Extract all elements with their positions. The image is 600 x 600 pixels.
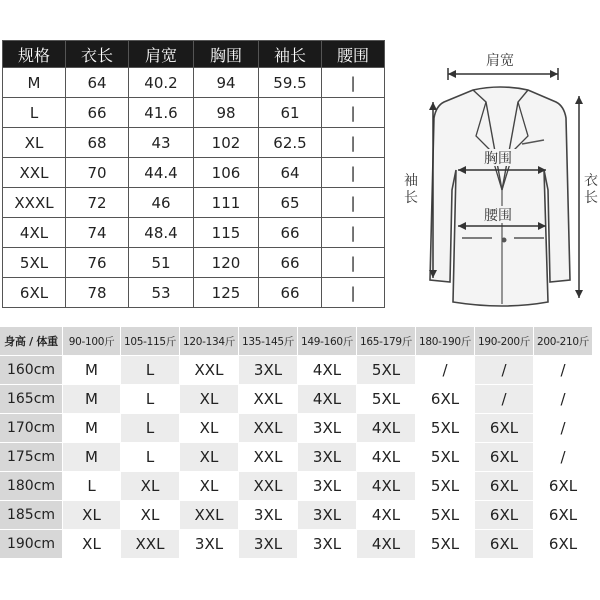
height-weight-corner: 身高 / 体重 <box>0 327 63 356</box>
size-chart-cell: 111 <box>194 188 259 218</box>
size-chart-cell: XL <box>3 128 66 158</box>
recommended-size-cell: L <box>121 385 180 414</box>
sleeve-label-bottom: 长 <box>404 190 418 206</box>
recommended-size-cell: XXL <box>180 356 239 385</box>
size-chart-header-row <box>3 41 385 68</box>
recommended-size-cell: XL <box>63 501 121 530</box>
recommended-size-cell: 4XL <box>298 385 357 414</box>
recommended-size-cell: 3XL <box>298 443 357 472</box>
recommended-size-cell: XXL <box>239 414 298 443</box>
weight-range-header: 90-100斤 <box>63 327 121 356</box>
recommended-size-cell: 3XL <box>298 472 357 501</box>
size-chart-cell: 5XL <box>3 248 66 278</box>
recommended-size-cell: / <box>534 443 593 472</box>
recommended-size-cell: XL <box>121 501 180 530</box>
weight-range-header: 200-210斤 <box>534 327 593 356</box>
length-label-bottom: 长 <box>584 190 598 206</box>
size-chart-cell: 61 <box>259 98 322 128</box>
weight-range-header: 190-200斤 <box>475 327 534 356</box>
size-chart-cell: 74 <box>66 218 129 248</box>
recommended-size-cell: 3XL <box>239 356 298 385</box>
height-label: 190cm <box>0 530 63 559</box>
recommended-size-cell: 3XL <box>298 501 357 530</box>
recommended-size-cell: 5XL <box>357 385 416 414</box>
size-chart-cell: 94 <box>194 68 259 98</box>
size-chart-cell: 48.4 <box>129 218 194 248</box>
size-chart-cell: 64 <box>259 158 322 188</box>
size-chart-row <box>3 128 385 158</box>
sleeve-label-top: 袖 <box>404 173 418 189</box>
size-chart-cell: 115 <box>194 218 259 248</box>
recommended-size-cell: 4XL <box>357 472 416 501</box>
jacket-measurement-diagram <box>398 40 598 310</box>
size-chart-cell: 64 <box>66 68 129 98</box>
size-chart-cell: 4XL <box>3 218 66 248</box>
weight-range-header: 149-160斤 <box>298 327 357 356</box>
size-chart-cell: 40.2 <box>129 68 194 98</box>
recommended-size-cell: 3XL <box>298 530 357 559</box>
size-chart-cell: 41.6 <box>129 98 194 128</box>
recommended-size-cell: L <box>121 443 180 472</box>
size-chart-cell: 102 <box>194 128 259 158</box>
recommended-size-cell: / <box>416 356 475 385</box>
header-waist: 腰围 <box>322 41 385 68</box>
size-chart-row <box>3 278 385 308</box>
size-chart-cell: 43 <box>129 128 194 158</box>
header-size: 规格 <box>3 41 66 68</box>
size-chart-row <box>3 68 385 98</box>
recommended-size-cell: 3XL <box>298 414 357 443</box>
recommended-size-cell: 3XL <box>239 501 298 530</box>
recommended-size-cell: 4XL <box>357 414 416 443</box>
size-chart-row <box>3 248 385 278</box>
size-chart-cell: 53 <box>129 278 194 308</box>
size-chart-cell: XXL <box>3 158 66 188</box>
recommended-size-cell: M <box>63 385 121 414</box>
recommended-size-cell: / <box>475 385 534 414</box>
size-chart-cell: 70 <box>66 158 129 188</box>
recommended-size-cell: 5XL <box>416 443 475 472</box>
size-chart-cell: 6XL <box>3 278 66 308</box>
size-chart-cell: | <box>322 68 385 98</box>
size-chart-cell: M <box>3 68 66 98</box>
recommended-size-cell: 6XL <box>416 385 475 414</box>
height-label: 175cm <box>0 443 63 472</box>
recommended-size-cell: M <box>63 356 121 385</box>
size-chart-cell: 65 <box>259 188 322 218</box>
weight-range-header: 135-145斤 <box>239 327 298 356</box>
recommended-size-cell: XXL <box>239 385 298 414</box>
recommendation-header-row <box>0 327 593 356</box>
size-chart-cell: 66 <box>259 248 322 278</box>
recommended-size-cell: 6XL <box>475 443 534 472</box>
size-chart-cell: XXXL <box>3 188 66 218</box>
recommendation-row <box>0 472 593 501</box>
length-label-top: 衣 <box>584 173 598 189</box>
waist-label: 腰围 <box>484 208 512 224</box>
header-chest: 胸围 <box>194 41 259 68</box>
recommended-size-cell: XL <box>180 443 239 472</box>
recommended-size-cell: 5XL <box>416 530 475 559</box>
recommended-size-cell: 5XL <box>416 414 475 443</box>
recommended-size-cell: 5XL <box>416 472 475 501</box>
size-chart-cell: 59.5 <box>259 68 322 98</box>
recommended-size-cell: M <box>63 443 121 472</box>
recommended-size-cell: 6XL <box>475 530 534 559</box>
size-chart-cell: | <box>322 218 385 248</box>
recommended-size-cell: 6XL <box>475 414 534 443</box>
recommended-size-cell: 6XL <box>534 530 593 559</box>
recommended-size-cell: / <box>534 356 593 385</box>
size-chart-cell: 106 <box>194 158 259 188</box>
size-recommendation-table <box>0 327 593 559</box>
recommended-size-cell: 3XL <box>239 530 298 559</box>
height-label: 165cm <box>0 385 63 414</box>
recommended-size-cell: 6XL <box>534 472 593 501</box>
recommended-size-cell: XL <box>180 472 239 501</box>
size-chart-cell: 66 <box>66 98 129 128</box>
size-chart-cell: 44.4 <box>129 158 194 188</box>
size-chart-cell: | <box>322 98 385 128</box>
size-chart-row <box>3 188 385 218</box>
header-sleeve: 袖长 <box>259 41 322 68</box>
size-chart-cell: | <box>322 128 385 158</box>
recommendation-row <box>0 530 593 559</box>
recommendation-row <box>0 385 593 414</box>
size-chart-cell: | <box>322 278 385 308</box>
height-label: 180cm <box>0 472 63 501</box>
recommended-size-cell: XL <box>180 385 239 414</box>
recommended-size-cell: 4XL <box>298 356 357 385</box>
size-chart-cell: 120 <box>194 248 259 278</box>
recommended-size-cell: XXL <box>239 443 298 472</box>
height-label: 185cm <box>0 501 63 530</box>
chest-label: 胸围 <box>484 151 512 167</box>
recommended-size-cell: / <box>534 414 593 443</box>
height-label: 170cm <box>0 414 63 443</box>
size-chart-cell: | <box>322 188 385 218</box>
size-chart-cell: 66 <box>259 218 322 248</box>
size-chart-cell: 78 <box>66 278 129 308</box>
recommended-size-cell: 5XL <box>416 501 475 530</box>
recommendation-row <box>0 501 593 530</box>
recommended-size-cell: XXL <box>239 472 298 501</box>
recommended-size-cell: 3XL <box>180 530 239 559</box>
size-chart-cell: 125 <box>194 278 259 308</box>
recommended-size-cell: 4XL <box>357 443 416 472</box>
size-chart-cell: 66 <box>259 278 322 308</box>
recommended-size-cell: L <box>63 472 121 501</box>
weight-range-header: 180-190斤 <box>416 327 475 356</box>
height-label: 160cm <box>0 356 63 385</box>
size-chart-row <box>3 218 385 248</box>
size-chart-row <box>3 98 385 128</box>
recommended-size-cell: / <box>534 385 593 414</box>
recommended-size-cell: 6XL <box>475 501 534 530</box>
size-chart-cell: 46 <box>129 188 194 218</box>
size-chart-cell: 62.5 <box>259 128 322 158</box>
recommended-size-cell: XXL <box>121 530 180 559</box>
recommended-size-cell: XL <box>63 530 121 559</box>
size-chart-cell: 51 <box>129 248 194 278</box>
shoulder-label: 肩宽 <box>486 53 514 69</box>
weight-range-header: 165-179斤 <box>357 327 416 356</box>
jacket-illustration <box>398 40 598 310</box>
header-length: 衣长 <box>66 41 129 68</box>
recommendation-row <box>0 443 593 472</box>
header-shoulder: 肩宽 <box>129 41 194 68</box>
size-chart-row <box>3 158 385 188</box>
recommended-size-cell: XXL <box>180 501 239 530</box>
recommended-size-cell: 5XL <box>357 356 416 385</box>
weight-range-header: 105-115斤 <box>121 327 180 356</box>
recommended-size-cell: L <box>121 356 180 385</box>
recommended-size-cell: L <box>121 414 180 443</box>
size-chart-cell: | <box>322 158 385 188</box>
recommended-size-cell: 4XL <box>357 501 416 530</box>
size-chart-cell: 98 <box>194 98 259 128</box>
recommended-size-cell: 6XL <box>534 501 593 530</box>
size-chart-table <box>2 40 385 308</box>
recommended-size-cell: M <box>63 414 121 443</box>
recommended-size-cell: XL <box>121 472 180 501</box>
recommended-size-cell: 4XL <box>357 530 416 559</box>
recommendation-row <box>0 356 593 385</box>
size-chart-cell: 68 <box>66 128 129 158</box>
size-chart-cell: 76 <box>66 248 129 278</box>
recommended-size-cell: 6XL <box>475 472 534 501</box>
recommended-size-cell: / <box>475 356 534 385</box>
size-chart-cell: | <box>322 248 385 278</box>
recommended-size-cell: XL <box>180 414 239 443</box>
size-chart-cell: 72 <box>66 188 129 218</box>
weight-range-header: 120-134斤 <box>180 327 239 356</box>
size-chart-cell: L <box>3 98 66 128</box>
recommendation-row <box>0 414 593 443</box>
